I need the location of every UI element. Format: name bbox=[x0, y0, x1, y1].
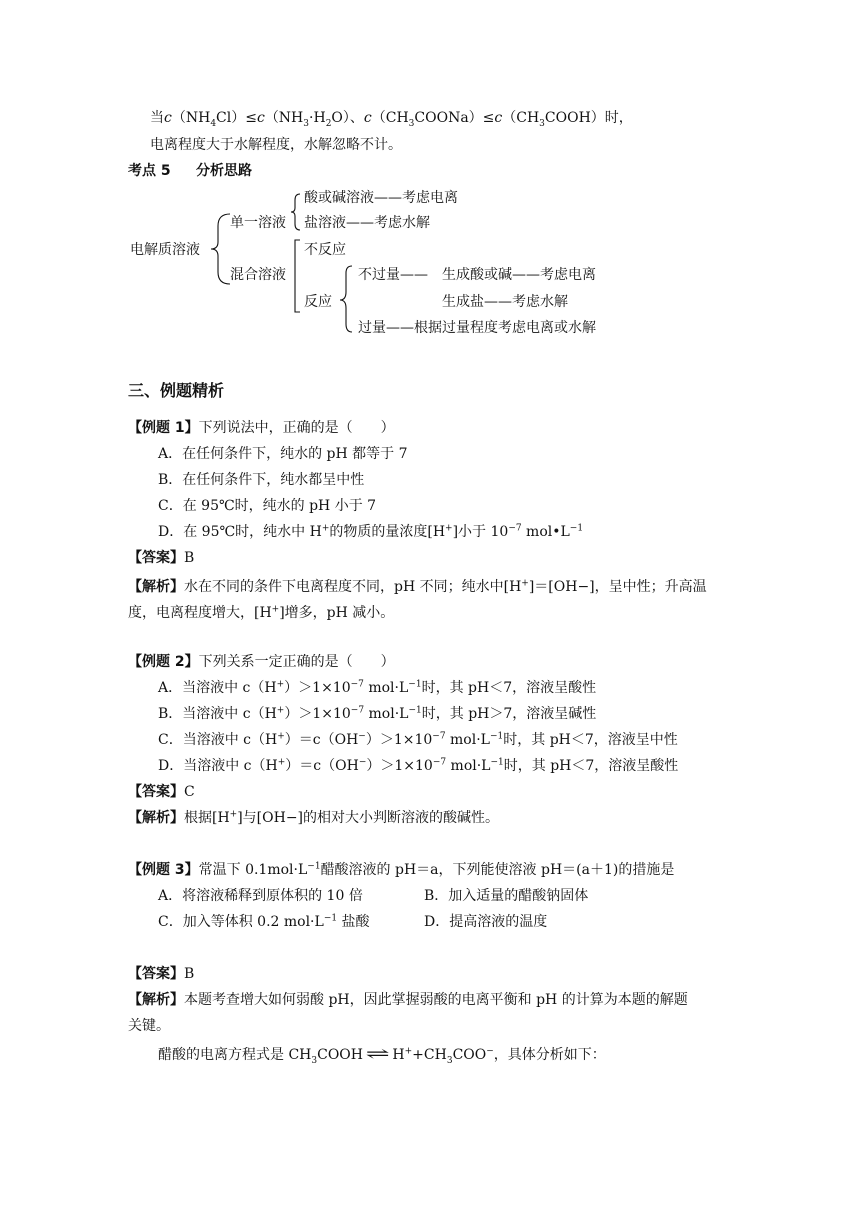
ex3-explanation-1: 【解析】本题考查增大如何弱酸 pH，因此掌握弱酸的电离平衡和 pH 的计算为本题的解题 bbox=[128, 992, 688, 1008]
tree-single: 单一溶液 bbox=[230, 215, 286, 231]
tree-mixed: 混合溶液 bbox=[230, 267, 286, 283]
ex1-tag: 【例题 1】 bbox=[128, 420, 199, 436]
equilibrium-arrow-icon: ⇌ bbox=[365, 1044, 390, 1063]
ex3-option-a: A．将溶液稀释到原体积的 10 倍 bbox=[158, 888, 363, 904]
ex1-explanation: 【解析】水在不同的条件下电离程度不同，pH 不同；纯水中[H+]＝[OH−]，呈中性；升高温度，电离程度增大，[H+]增多，pH 减小。 bbox=[128, 578, 707, 621]
ex1-stem: 【例题 1】下列说法中，正确的是（ ） bbox=[128, 420, 395, 436]
ex2-tag: 【例题 2】 bbox=[128, 654, 199, 670]
ex2-option-a: A．当溶液中 $c(H^+)>1\times 10^{-7}$ $mol\cdot L^{-1}$时，其 pH＜7，溶液呈酸性 bbox=[158, 679, 597, 696]
ex2-answer: 【答案】C bbox=[128, 784, 195, 800]
ex2-option-c: C．当溶液中 $c(H^+)=c(OH^-)>1\times 10^{-7}$ $mol\cdot L^{-1}$时，其 pH＜7，溶液呈中性 bbox=[158, 731, 678, 748]
intro-line-1: 当$c(NH_4Cl)\le c(NH_3\cdot H_2O)$、$c(CH_3COONa)\le c(CH_3COOH)$时， bbox=[150, 110, 633, 129]
kaodian-label: 考点 5 bbox=[128, 163, 171, 179]
ex2-explanation: 【解析】根据[H+]与[OH−]的相对大小判断溶液的酸碱性。 bbox=[128, 809, 500, 826]
ex1-answer: 【答案】B bbox=[128, 550, 195, 566]
ex3-option-c: C．加入等体积 0.2 $mol\cdot L^{-1}$ 盐酸 bbox=[158, 913, 370, 930]
tree-gen-acid: 生成酸或碱——考虑电离 bbox=[442, 267, 596, 283]
tree-not-excess: 不过量—— bbox=[358, 267, 428, 283]
ex1-option-b: B．在任何条件下，纯水都呈中性 bbox=[158, 472, 365, 488]
ex3-stem: 【例题 3】常温下 $0.1mol\cdot L^{-1}$醋酸溶液的 pH＝a，下列能使溶液 pH＝(a＋1)的措施是 bbox=[128, 861, 675, 878]
ex1-option-c: C．在 95℃时，纯水的 pH 小于 7 bbox=[158, 498, 377, 514]
ex3-explanation-2: 关键。 bbox=[128, 1018, 170, 1034]
tree-root: 电解质溶液 bbox=[130, 242, 200, 258]
intro-line-2: 电离程度大于水解程度，水解忽略不计。 bbox=[150, 137, 402, 153]
tree-single-salt: 盐溶液——考虑水解 bbox=[304, 215, 430, 231]
ex3-equation: 醋酸的电离方程式是 $CH_3COOH$ ⇌ $H^++CH_3COO^-$，具体分析如下： bbox=[158, 1044, 606, 1066]
ex3-answer: 【答案】B bbox=[128, 966, 195, 982]
section-title: 三、例题精析 bbox=[128, 381, 225, 400]
tree-no-react: 不反应 bbox=[304, 242, 346, 258]
ex2-option-b: B．当溶液中 $c(H^+)>1\times 10^{-7}$ $mol\cdot L^{-1}$时，其 pH＞7，溶液呈碱性 bbox=[158, 705, 597, 722]
ex2-option-d: D．当溶液中 $c(H^+)=c(OH^-)>1\times 10^{-7}$ $mol\cdot L^{-1}$时，其 pH＜7，溶液呈酸性 bbox=[158, 757, 679, 774]
tree-single-acid: 酸或碱溶液——考虑电离 bbox=[304, 190, 458, 206]
tree-react: 反应 bbox=[304, 294, 332, 310]
ex1-option-d: D．在 95℃时，纯水中 H+的物质的量浓度[H+]小于 $10^{-7}$ $mol•L^{-1}$ bbox=[158, 523, 584, 540]
ex3-tag: 【例题 3】 bbox=[128, 862, 199, 878]
tree-gen-salt: 生成盐——考虑水解 bbox=[442, 294, 568, 310]
ex3-option-b: B．加入适量的醋酸钠固体 bbox=[424, 888, 589, 904]
ex1-option-a: A．在任何条件下，纯水的 pH 都等于 7 bbox=[158, 446, 408, 462]
ex3-option-d: D．提高溶液的温度 bbox=[424, 914, 548, 930]
ex2-stem: 【例题 2】下列关系一定正确的是（ ） bbox=[128, 654, 395, 670]
kaodian-title: 分析思路 bbox=[196, 163, 252, 179]
tree-excess: 过量——根据过量程度考虑电离或水解 bbox=[358, 320, 596, 336]
